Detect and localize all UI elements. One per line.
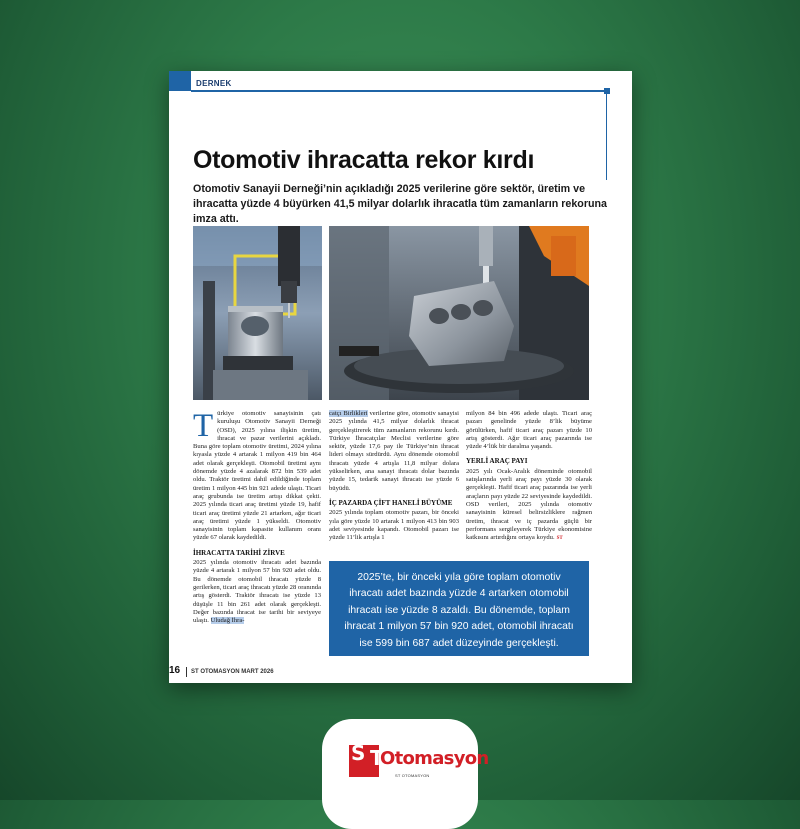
magazine-page	[169, 71, 632, 683]
logo-wordmark: Otomasyon	[380, 748, 489, 769]
photo-measuring-machine	[193, 226, 322, 400]
footer-divider	[186, 667, 187, 677]
paragraph	[329, 410, 459, 493]
logo-symbol-s: S	[351, 741, 366, 765]
paragraph	[466, 468, 592, 544]
subheading: İHRACATTA TARİHİ ZİRVE	[193, 548, 285, 557]
paragraph-text: 2025 yılı Ocak-Aralık döneminde otomobil satışlarında yerli araç payı yüzde 30 olarak gerçekleşti. Hafif ticari araç pazarında ise yerli araçların payı yüzde 22 seviyesinde kaydedildi. OSD verileri, 2025 yılında otomotiv sanayisinin küresel belirsizliklere rağmen üretim, ihracat ve iç pazarda güçlü bir performans sergileyerek Türkiye ekonomisine katkısını artırdığını ortaya koydu.	[466, 467, 592, 542]
highlighted-text: Uludağ İhra-	[210, 617, 245, 625]
article-lead: Otomotiv Sanayii Derneği’nin açıkladığı 2025 verilerine göre sektör, üretim ve ihracatta yüzde 4 büyürken 41,5 milyar dolarlık ihracatla tüm zamanların rekoruna imza attı.	[193, 183, 607, 225]
paragraph-text: 2025 yılında toplam otomotiv pazarı, bir önceki yıla göre yüzde 10 artarak 1 milyon 413 bin 903 adet seviyesinde kapandı. Otomobil pazarı ise yüzde 11’lik artışla 1	[329, 509, 459, 542]
section-label: DERNEK	[196, 79, 232, 88]
brand-logo[interactable]	[349, 740, 489, 784]
page-number: 16	[169, 665, 181, 676]
article-column-1	[193, 410, 321, 625]
pull-quote: 2025’te, bir önceki yıla göre toplam otomotiv ihracatı adet bazında yüzde 4 artarken otomobil ihracatı ise yüzde 8 azaldı. Bu dönemde, toplam ihracat 1 milyon 57 bin 920 adet, otomobil ihracatı ise 599 bin 687 adet düzeyinde gerçekleşti.	[329, 561, 589, 656]
paragraph-text: 2025 yılında otomotiv ihracatı adet bazında yüzde 4 artarak 1 milyon 57 bin 920 adet oldu. Bu dönemde otomobil ihracatı yüzde 8 gerilerken, ticari araç ihracatı yüzde 28 oranında artış gösterdi. Traktör ihracatı ise yüzde 13 düşüşle 11 bin 261 adet olarak gerçekleşti. Değer bazında ihracat ise tarihi bir seviyeye ulaştı.	[193, 559, 321, 625]
logo-tagline: ST OTOMASYON	[395, 773, 430, 778]
end-mark-icon: ST	[556, 536, 563, 542]
publication-name: ST OTOMASYON MART 2026	[191, 669, 274, 675]
article-title: Otomotiv ihracatta rekor kırdı	[193, 146, 535, 174]
section-rule-dot	[604, 88, 610, 94]
highlighted-text: catçı Birlikleri	[329, 410, 368, 417]
article-column-3	[466, 410, 592, 543]
section-rule-vertical	[606, 90, 607, 180]
section-marker	[169, 71, 191, 91]
logo-symbol-t: T	[370, 746, 384, 770]
paragraph-text: verilerine göre, otomotiv sanayisi 2025 yılında 41,5 milyar dolarlık ihracat gerçekleştirerek tüm zamanların rekorunu kırdı. Türkiye İhracatçılar Meclisi verilerine göre sektör, yüzde 17,6 pay ile Türkiye’nin ihracat lideri olmayı sürdürdü. Aynı dönemde otomobil ihracatı yüzde 4 artışla 11,8 milyar dolara yükselirken, ana sanayi ihracatı dolar bazında yüzde 15, tedarik sanayi ihracatı ise yüzde 6 büyüdü.	[329, 410, 459, 492]
paragraph-text: milyon 84 bin 496 adede ulaştı. Ticari araç pazarı genelinde yüzde 8’lik büyüme görülürken, hafif ticari araç pazarı yüzde 10 artış gösterdi. Ağır ticari araç pazarında ise yüzde 4’lük bir daralma yaşandı.	[466, 410, 592, 451]
subheading: İÇ PAZARDA ÇİFT HANELİ BÜYÜME	[329, 498, 453, 507]
section-rule	[191, 90, 607, 92]
page-footer	[169, 667, 632, 683]
paragraph	[193, 559, 321, 625]
photo-engine-block-cnc	[329, 226, 589, 400]
paragraph-text: ürkiye otomotiv sanayisinin çatı kuruluşu Otomotiv Sanayii Derneği (OSD), 2025 yılına ilişkin üretim, ihracat ve pazar verilerini açıkladı. Buna göre toplam otomotiv üretimi, 2024 yılına kıyasla yüzde 4 artarak 1 milyon 419 bin 464 adet olarak gerçekleşti. Otomobil üretimi aynı dönemde yüzde 4 azalarak 872 bin 539 adet oldu. Traktör üretimi dahil edildiğinde toplam üretim 1 milyon 445 bin 921 adede ulaştı. Ticari araç grubunda ise üretim artışı dikkat çekti. 2025 yılında ticari araç üretimi yüzde 19, hafif ticari araç üretimi yüzde 21 artarken, ağır ticari araç üretimi yüzde 1 yükseldi. Otomotiv sanayisinin toplam kapasite kullanım oranı yüzde 67 olarak kaydedildi.	[193, 410, 321, 542]
paragraph	[193, 410, 321, 543]
subheading: YERLİ ARAÇ PAYI	[466, 457, 528, 466]
drop-cap: T	[193, 408, 214, 444]
article-column-2	[329, 410, 459, 542]
